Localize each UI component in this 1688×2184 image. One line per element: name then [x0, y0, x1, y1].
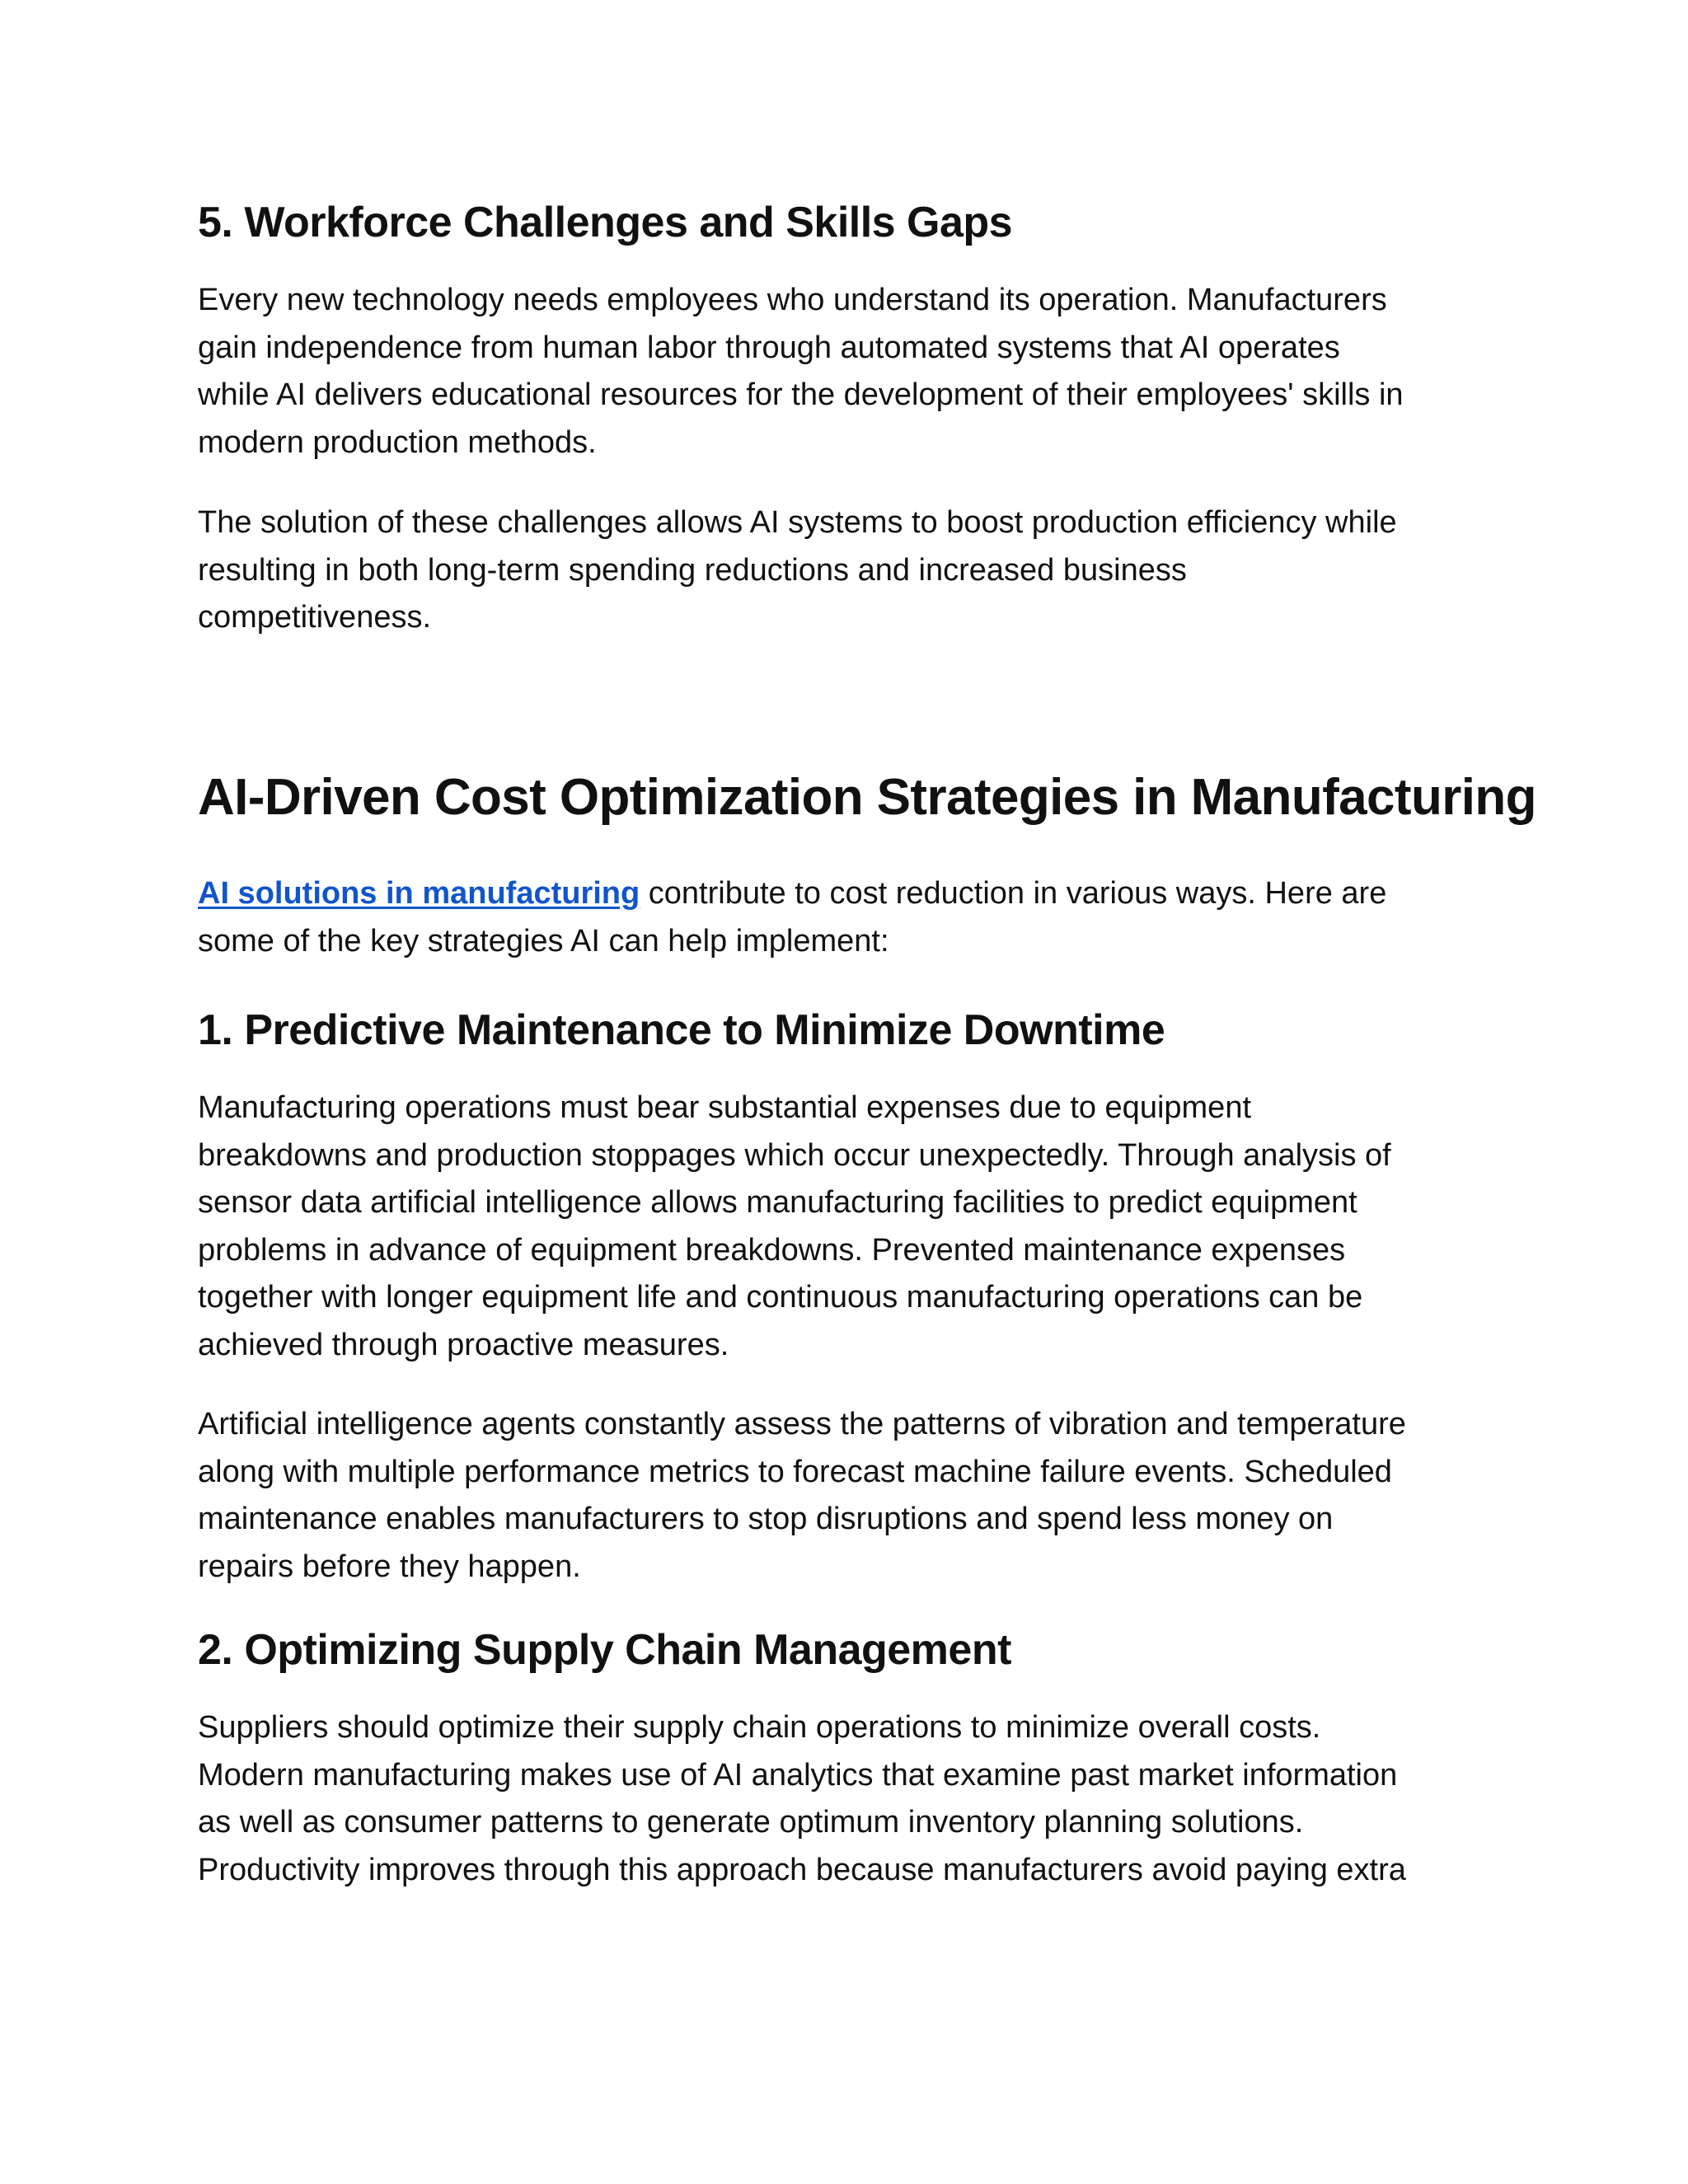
text-line: maintenance enables manufacturers to stop disruptions and spend less money on	[198, 1502, 1334, 1536]
text-line: competitiveness.	[198, 600, 432, 635]
intro-paragraph	[198, 870, 1484, 965]
text-line: while AI delivers educational resources for the development of their employees' skills in	[198, 377, 1404, 412]
text-line: breakdowns and production stoppages which occur unexpectedly. Through analysis of	[198, 1137, 1391, 1173]
ai-solutions-link[interactable]: AI solutions in manufacturing	[198, 876, 640, 911]
text-line: together with longer equipment life and continuous manufacturing operations can be	[198, 1280, 1363, 1315]
paragraph-workforce-1	[198, 277, 1484, 466]
paragraph-predictive-1	[198, 1085, 1484, 1369]
text-line: The solution of these challenges allows AI systems to boost production efficiency while	[198, 505, 1397, 540]
text-line: repairs before they happen.	[198, 1549, 581, 1584]
text-line: problems in advance of equipment breakdowns. Prevented maintenance expenses	[198, 1232, 1346, 1268]
text-line: Artificial intelligence agents constantly assess the patterns of vibration and temperature	[198, 1407, 1406, 1441]
text-line: some of the key strategies AI can help implement:	[198, 923, 889, 958]
section-heading-predictive-maintenance: 1. Predictive Maintenance to Minimize Downtime	[198, 1006, 1165, 1054]
text-line: Every new technology needs employees who understand its operation. Manufacturers	[198, 283, 1387, 317]
text-line	[198, 870, 1484, 918]
section-heading-supply-chain: 2. Optimizing Supply Chain Management	[198, 1626, 1011, 1674]
paragraph-predictive-2	[198, 1401, 1484, 1591]
main-title: AI-Driven Cost Optimization Strategies in Manufacturing	[198, 769, 1536, 826]
text-line: resulting in both long-term spending reductions and increased business	[198, 552, 1187, 588]
text-line: Productivity improves through this approach because manufacturers avoid paying extra	[198, 1852, 1406, 1887]
text-line: as well as consumer patterns to generate optimum inventory planning solutions.	[198, 1805, 1304, 1840]
paragraph-supply-chain-1	[198, 1704, 1484, 1894]
text-line: achieved through proactive measures.	[198, 1327, 729, 1362]
intro-text: contribute to cost reduction in various ways. Here are	[640, 876, 1387, 911]
text-line: Manufacturing operations must bear substantial expenses due to equipment	[198, 1090, 1252, 1125]
text-line: sensor data artificial intelligence allows manufacturing facilities to predict equipment	[198, 1185, 1357, 1220]
text-line: gain independence from human labor through automated systems that AI operates	[198, 330, 1340, 365]
text-line: Modern manufacturing makes use of AI analytics that examine past market information	[198, 1757, 1398, 1793]
paragraph-workforce-2	[198, 499, 1484, 642]
section-heading-workforce: 5. Workforce Challenges and Skills Gaps	[198, 199, 1013, 246]
text-line: modern production methods.	[198, 424, 597, 460]
text-line: Suppliers should optimize their supply chain operations to minimize overall costs.	[198, 1710, 1321, 1745]
text-line: along with multiple performance metrics to forecast machine failure events. Scheduled	[198, 1454, 1392, 1489]
